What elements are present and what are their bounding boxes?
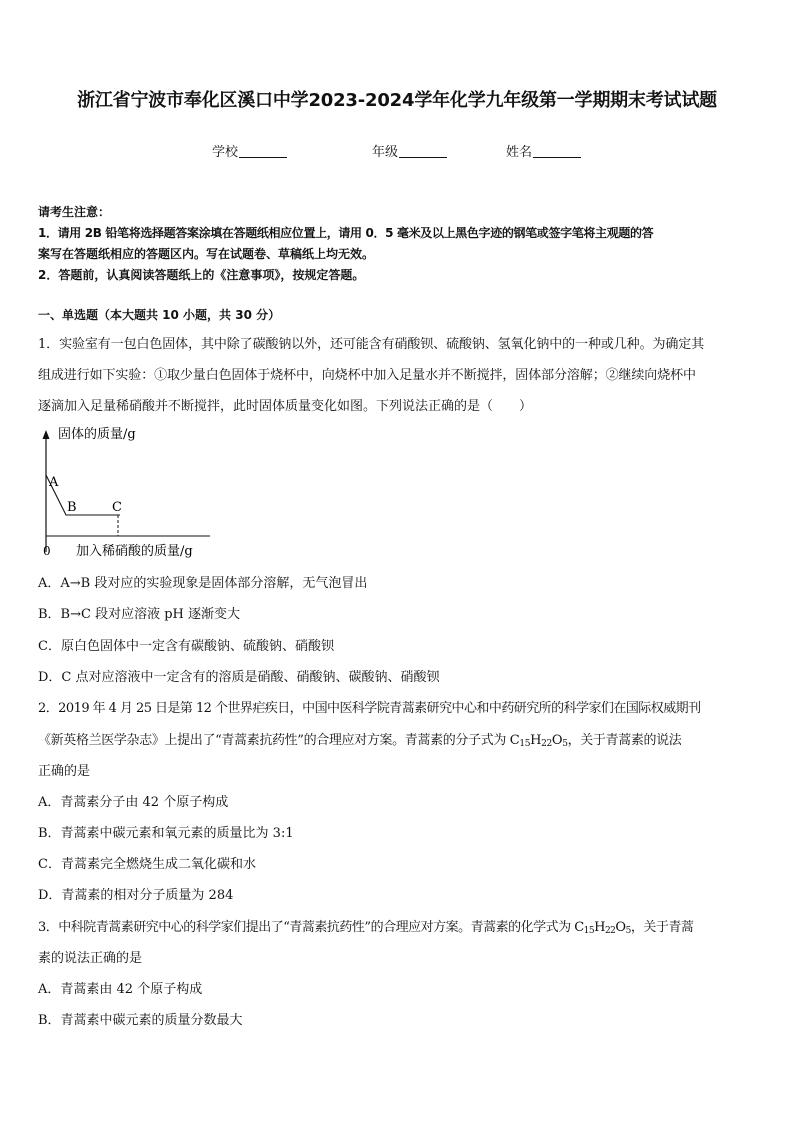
x-axis-label: 加入稀硝酸的质量/g (76, 544, 193, 559)
q1-option-d: D．C 点对应溶液中一定含有的溶质是硝酸、硝酸钠、碳酸钠、硝酸钡 (38, 670, 440, 685)
page-title: 浙江省宁波市奉化区溪口中学2023-2024学年化学九年级第一学期期末考试试题 (77, 90, 717, 111)
q3-option-a: A．青蒿素由 42 个原子构成 (38, 982, 203, 997)
grade-label: 年级 (372, 145, 399, 160)
point-label-b: B (67, 500, 77, 515)
point-label-a: A (49, 475, 59, 490)
grade-field (372, 141, 447, 160)
origin-label: 0 (43, 544, 51, 558)
q1-stem-line-2: 组成进行如下实验：①取少量白色固体于烧杯中，向烧杯中加入足量水并不断搅拌，固体部分溶解；②继续向烧杯中 (38, 368, 696, 383)
q3-stem-line-1: 3．中科院青蒿素研究中心的科学家们提出了“青蒿素抗药性”的合理应对方案。青蒿素的化学式为 $C_{15}H_{22}O_5$，关于青蒿 (38, 920, 694, 936)
q3-stem-line-2: 素的说法正确的是 (38, 951, 143, 966)
q3-option-b: B．青蒿素中碳元素的质量分数最大 (38, 1013, 243, 1028)
q2-option-b: B．青蒿素中碳元素和氧元素的质量比为 3:1 (38, 826, 294, 841)
school-field (212, 141, 287, 160)
q1-option-c: C．原白色固体中一定含有碳酸钠、硫酸钠、硝酸钡 (38, 639, 334, 654)
notice-item-1-line-2: 案写在答题纸相应的答题区内。写在试题卷、草稿纸上均无效。 (38, 247, 375, 261)
name-blank (533, 145, 581, 158)
q1-option-b: B．B→C 段对应溶液 pH 逐渐变大 (38, 607, 241, 622)
q1-stem-line-3: 逐滴加入足量稀硝酸并不断搅拌，此时固体质量变化如图。下列说法正确的是（ ） (38, 399, 533, 414)
notice-heading: 请考生注意： (38, 205, 111, 219)
q2-stem-line-2: 《新英格兰医学杂志》上提出了“青蒿素抗药性”的合理应对方案。青蒿素的分子式为 $C_{15}H_{22}O_5$，关于青蒿素的说法 (38, 733, 682, 749)
y-axis-arrow (43, 430, 50, 439)
q2-option-d: D．青蒿素的相对分子质量为 284 (38, 888, 234, 903)
notice-item-2: 2．答题前，认真阅读答题纸上的《注意事项》，按规定答题。 (38, 268, 365, 282)
q2-stem-line-1: 2．2019 年 4 月 25 日是第 12 个世界疟疾日，中国中医科学院青蒿素研究中心和中药研究所的科学家们在国际权威期刊 (38, 701, 701, 716)
notice-item-1-line-1: 1．请用 2B 铅笔将选择题答案涂填在答题纸相应位置上，请用 0．5 毫米及以上黑色字迹的钢笔或签字笔将主观题的答 (38, 226, 654, 240)
school-blank (239, 145, 287, 158)
section-heading: 一、单选题（本大题共 10 小题，共 30 分） (38, 308, 281, 322)
name-label: 姓名 (506, 145, 533, 160)
q1-chart (30, 422, 230, 562)
q2-option-a: A．青蒿素分子由 42 个原子构成 (38, 795, 229, 810)
name-field (506, 141, 581, 160)
q1-option-a: A．A→B 段对应的实验现象是固体部分溶解，无气泡冒出 (38, 576, 368, 591)
school-label: 学校 (212, 145, 239, 160)
grade-blank (399, 145, 447, 158)
point-label-c: C (112, 500, 122, 515)
q2-stem-line-3: 正确的是 (38, 764, 91, 779)
q2-option-c: C．青蒿素完全燃烧生成二氧化碳和水 (38, 857, 256, 872)
y-axis-label: 固体的质量/g (58, 427, 136, 442)
q1-stem-line-1: 1．实验室有一包白色固体，其中除了碳酸钠以外，还可能含有硝酸钡、硫酸钠、氢氧化钠中的一种或几种。为确定其 (38, 337, 705, 352)
